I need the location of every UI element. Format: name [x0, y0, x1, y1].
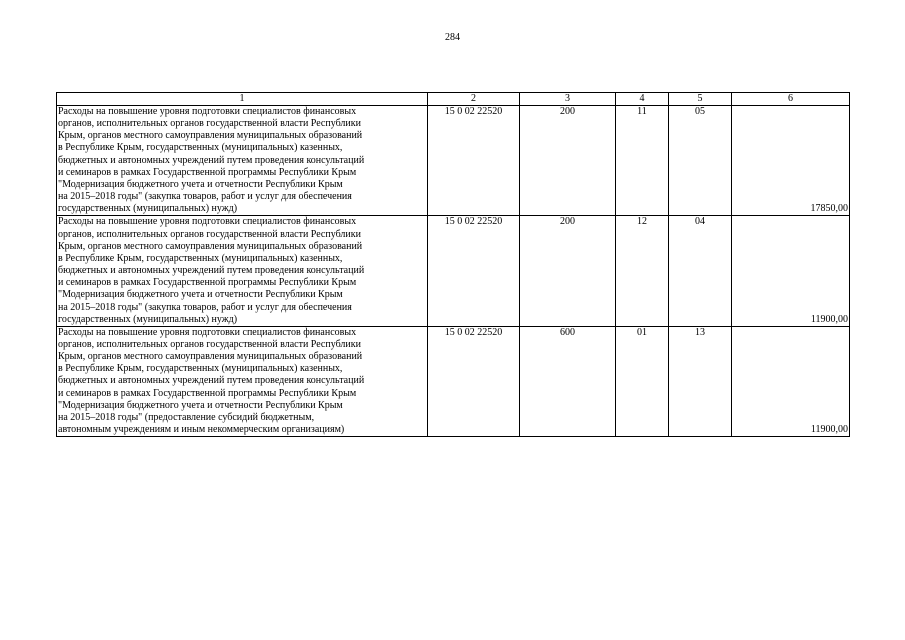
section-code: 01 [616, 326, 669, 436]
amount: 11900,00 [732, 326, 850, 436]
column-number-2: 2 [428, 93, 520, 106]
expense-description: Расходы на повышение уровня подготовки специалистов финансовых органов, исполнительных органов государственной власти Республики Крым, органов местного самоуправления муниципальных образований в Республике Крым, государственных (муниципальных) казенных, бюджетных и автономных учреждений путем проведения консультаций и семинаров в рамках Государственной программы Республики Крым "Модернизация бюджетного учета и отчетности Республики Крым на 2015–2018 годы" (закупка товаров, работ и услуг для обеспечения государственных (муниципальных) нужд) [57, 106, 428, 216]
program-code: 15 0 02 22520 [428, 106, 520, 216]
subsection-code: 04 [669, 216, 732, 326]
table-row [57, 106, 850, 216]
amount: 17850,00 [732, 106, 850, 216]
subsection-code: 13 [669, 326, 732, 436]
table-row [57, 326, 850, 436]
expense-type: 600 [520, 326, 616, 436]
column-number-5: 5 [669, 93, 732, 106]
subsection-code: 05 [669, 106, 732, 216]
expense-type: 200 [520, 216, 616, 326]
table-row [57, 216, 850, 326]
section-code: 12 [616, 216, 669, 326]
program-code: 15 0 02 22520 [428, 216, 520, 326]
page-number: 284 [445, 32, 460, 43]
column-number-1: 1 [57, 93, 428, 106]
column-number-6: 6 [732, 93, 850, 106]
expense-description: Расходы на повышение уровня подготовки специалистов финансовых органов, исполнительных органов государственной власти Республики Крым, органов местного самоуправления муниципальных образований в Республике Крым, государственных (муниципальных) казенных, бюджетных и автономных учреждений путем проведения консультаций и семинаров в рамках Государственной программы Республики Крым "Модернизация бюджетного учета и отчетности Республики Крым на 2015–2018 годы" (предоставление субсидий бюджетным, автономным учреждениям и иным некоммерческим организациям) [57, 326, 428, 436]
amount: 11900,00 [732, 216, 850, 326]
expense-description: Расходы на повышение уровня подготовки специалистов финансовых органов, исполнительных органов государственной власти Республики Крым, органов местного самоуправления муниципальных образований в Республике Крым, государственных (муниципальных) казенных, бюджетных и автономных учреждений путем проведения консультаций и семинаров в рамках Государственной программы Республики Крым "Модернизация бюджетного учета и отчетности Республики Крым на 2015–2018 годы" (закупка товаров, работ и услуг для обеспечения государственных (муниципальных) нужд) [57, 216, 428, 326]
budget-table [56, 92, 850, 437]
section-code: 11 [616, 106, 669, 216]
column-number-3: 3 [520, 93, 616, 106]
column-number-4: 4 [616, 93, 669, 106]
program-code: 15 0 02 22520 [428, 326, 520, 436]
column-number-row [57, 93, 850, 106]
expense-type: 200 [520, 106, 616, 216]
